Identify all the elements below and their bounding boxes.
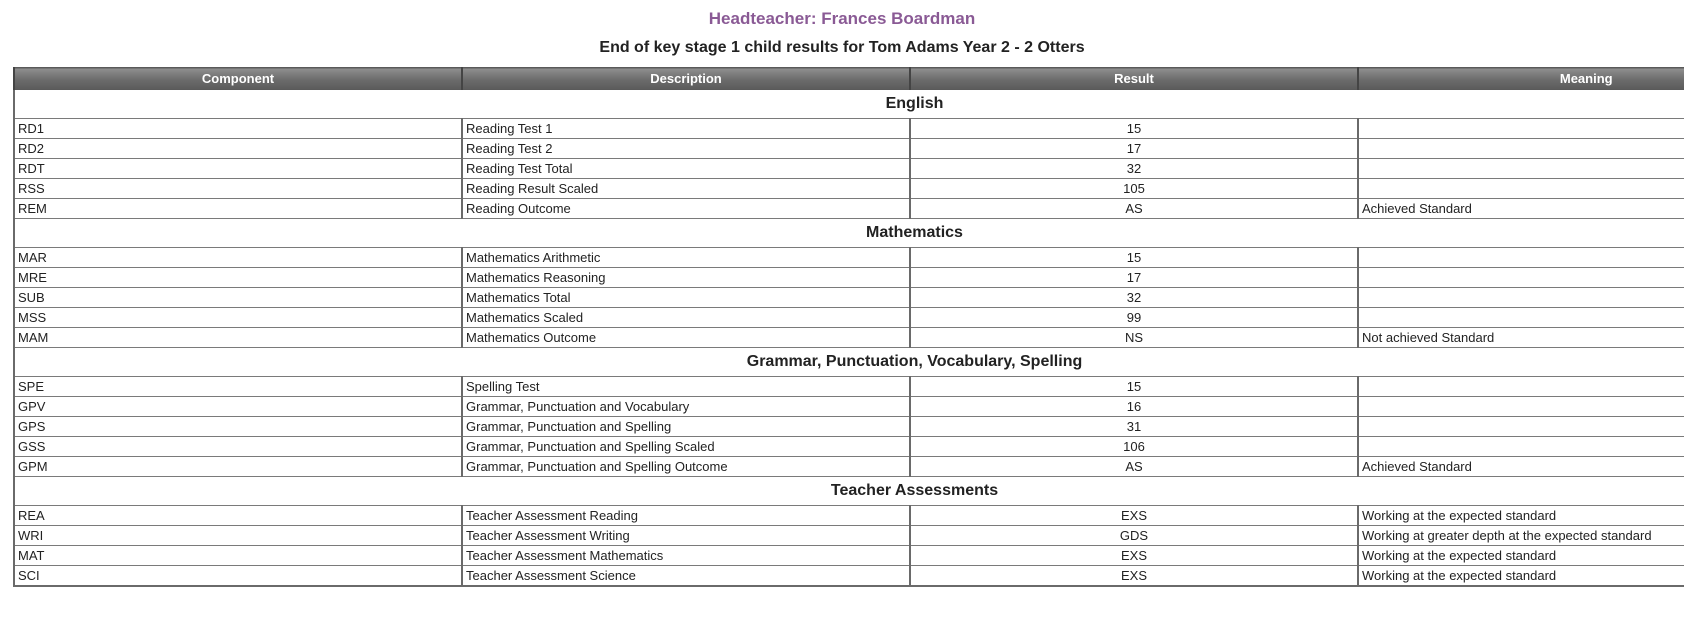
result-cell: 15 (910, 119, 1358, 139)
meaning-cell: Achieved Standard (1358, 457, 1684, 477)
meaning-cell: Not achieved Standard (1358, 328, 1684, 348)
description-cell: Reading Result Scaled (462, 179, 910, 199)
result-cell: AS (910, 457, 1358, 477)
component-cell: SUB (14, 288, 462, 308)
component-cell: MAM (14, 328, 462, 348)
section-header-row (14, 348, 1684, 377)
description-cell: Reading Outcome (462, 199, 910, 219)
meaning-cell: Working at greater depth at the expected standard (1358, 526, 1684, 546)
section-title: English (14, 90, 1684, 119)
section-header-row (14, 219, 1684, 248)
component-cell: REA (14, 506, 462, 526)
table-row (14, 437, 1684, 457)
column-header-description[interactable]: Description (462, 68, 910, 90)
result-cell: 32 (910, 159, 1358, 179)
description-cell: Reading Test 1 (462, 119, 910, 139)
meaning-cell (1358, 397, 1684, 417)
component-cell: RD1 (14, 119, 462, 139)
section-title: Teacher Assessments (14, 477, 1684, 506)
meaning-cell (1358, 377, 1684, 397)
section-title: Mathematics (14, 219, 1684, 248)
result-cell: 17 (910, 268, 1358, 288)
table-header-row (14, 68, 1684, 90)
description-cell: Spelling Test (462, 377, 910, 397)
component-cell: GPV (14, 397, 462, 417)
result-cell: EXS (910, 506, 1358, 526)
column-header-result[interactable]: Result (910, 68, 1358, 90)
component-cell: GSS (14, 437, 462, 457)
result-cell: GDS (910, 526, 1358, 546)
table-row (14, 248, 1684, 268)
component-cell: RD2 (14, 139, 462, 159)
component-cell: SCI (14, 566, 462, 587)
description-cell: Teacher Assessment Mathematics (462, 546, 910, 566)
component-cell: MRE (14, 268, 462, 288)
meaning-cell: Working at the expected standard (1358, 566, 1684, 587)
table-row (14, 179, 1684, 199)
meaning-cell (1358, 417, 1684, 437)
component-cell: RSS (14, 179, 462, 199)
column-header-meaning[interactable]: Meaning (1358, 68, 1684, 90)
description-cell: Teacher Assessment Writing (462, 526, 910, 546)
component-cell: MAR (14, 248, 462, 268)
description-cell: Grammar, Punctuation and Vocabulary (462, 397, 910, 417)
description-cell: Grammar, Punctuation and Spelling Scaled (462, 437, 910, 457)
table-row (14, 119, 1684, 139)
description-cell: Teacher Assessment Reading (462, 506, 910, 526)
description-cell: Teacher Assessment Science (462, 566, 910, 587)
table-row (14, 199, 1684, 219)
result-cell: 99 (910, 308, 1358, 328)
result-cell: NS (910, 328, 1358, 348)
meaning-cell (1358, 268, 1684, 288)
result-cell: EXS (910, 546, 1358, 566)
description-cell: Mathematics Arithmetic (462, 248, 910, 268)
table-row (14, 268, 1684, 288)
results-table (13, 67, 1684, 587)
section-title: Grammar, Punctuation, Vocabulary, Spelling (14, 348, 1684, 377)
table-row (14, 377, 1684, 397)
results-table-container (13, 67, 1684, 587)
table-row (14, 308, 1684, 328)
description-cell: Reading Test Total (462, 159, 910, 179)
report-title: End of key stage 1 child results for Tom Adams Year 2 - 2 Otters (599, 39, 1085, 56)
meaning-cell (1358, 437, 1684, 457)
table-row (14, 288, 1684, 308)
description-cell: Mathematics Scaled (462, 308, 910, 328)
description-cell: Reading Test 2 (462, 139, 910, 159)
description-cell: Grammar, Punctuation and Spelling Outcome (462, 457, 910, 477)
description-cell: Mathematics Total (462, 288, 910, 308)
result-cell: 105 (910, 179, 1358, 199)
meaning-cell: Working at the expected standard (1358, 506, 1684, 526)
table-row (14, 397, 1684, 417)
table-row (14, 417, 1684, 437)
description-cell: Grammar, Punctuation and Spelling (462, 417, 910, 437)
table-body (14, 90, 1684, 587)
table-row (14, 526, 1684, 546)
result-cell: 16 (910, 397, 1358, 417)
table-row (14, 506, 1684, 526)
meaning-cell (1358, 308, 1684, 328)
meaning-cell: Achieved Standard (1358, 199, 1684, 219)
result-cell: 32 (910, 288, 1358, 308)
result-cell: 31 (910, 417, 1358, 437)
component-cell: MAT (14, 546, 462, 566)
component-cell: SPE (14, 377, 462, 397)
column-header-component[interactable]: Component (14, 68, 462, 90)
result-cell: 17 (910, 139, 1358, 159)
table-row (14, 139, 1684, 159)
description-cell: Mathematics Reasoning (462, 268, 910, 288)
table-row (14, 328, 1684, 348)
component-cell: REM (14, 199, 462, 219)
table-row (14, 566, 1684, 587)
meaning-cell (1358, 119, 1684, 139)
meaning-cell (1358, 179, 1684, 199)
meaning-cell (1358, 139, 1684, 159)
description-cell: Mathematics Outcome (462, 328, 910, 348)
component-cell: RDT (14, 159, 462, 179)
result-cell: EXS (910, 566, 1358, 587)
section-header-row (14, 477, 1684, 506)
result-cell: 15 (910, 377, 1358, 397)
table-row (14, 457, 1684, 477)
headteacher-name: Headteacher: Frances Boardman (708, 9, 976, 28)
meaning-cell: Working at the expected standard (1358, 546, 1684, 566)
component-cell: MSS (14, 308, 462, 328)
component-cell: GPM (14, 457, 462, 477)
result-cell: 106 (910, 437, 1358, 457)
result-cell: AS (910, 199, 1358, 219)
table-row (14, 159, 1684, 179)
meaning-cell (1358, 288, 1684, 308)
component-cell: GPS (14, 417, 462, 437)
result-cell: 15 (910, 248, 1358, 268)
table-row (14, 546, 1684, 566)
meaning-cell (1358, 159, 1684, 179)
meaning-cell (1358, 248, 1684, 268)
section-header-row (14, 90, 1684, 119)
component-cell: WRI (14, 526, 462, 546)
